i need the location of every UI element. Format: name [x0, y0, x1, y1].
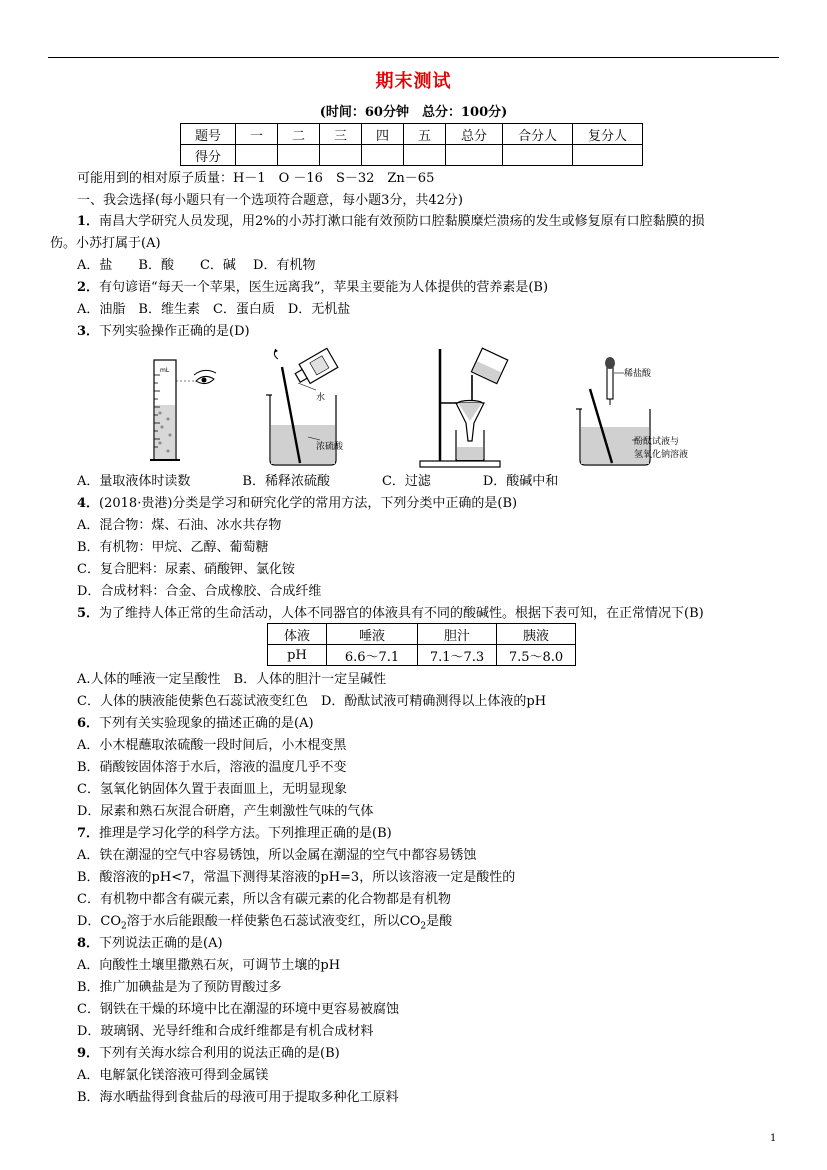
question-2	[77, 280, 548, 296]
score-header-cell: 复分人	[573, 124, 643, 145]
question-text: 下列实验操作正确的是(D)	[99, 324, 250, 339]
question-5-options-cd: C．人体的胰液能使紫色石蕊试液变红色 D．酚酞试液可精确测得以上体液的pH	[77, 694, 547, 709]
subscript: 2	[420, 921, 427, 932]
question-4-option-c: C．复合肥料：尿素、硝酸钾、氯化铵	[77, 562, 295, 577]
exam-info: (时间：60分钟 总分：100分)	[319, 105, 508, 120]
question-6-option-b: B．硝酸铵固体溶于水后，溶液的温度几乎不变	[77, 760, 347, 775]
question-number: 2．	[77, 280, 100, 295]
question-number: 1．	[77, 214, 100, 229]
filtration-figure	[410, 345, 520, 470]
question-text: 下列说法正确的是(A)	[99, 936, 223, 951]
naoh-label: 氢氧化钠溶液	[634, 450, 689, 460]
question-3-options: A．量取液体时读数 B．稀释浓硫酸 C．过滤 D．酸碱中和	[77, 474, 559, 489]
neutralization-figure	[572, 345, 722, 470]
option-text: 溶于水后能跟酸一样使紫色石蕊试液变红，所以CO	[126, 914, 421, 929]
score-table-header-row	[181, 124, 643, 145]
question-1-options: A．盐 B．酸 C．碱 D．有机物	[77, 258, 316, 273]
question-text: 为了维持人体正常的生命活动，人体不同器官的体液具有不同的酸碱性。根据下表可知，在正常情况下(B)	[99, 606, 704, 621]
ph-header-cell: 胆汁	[418, 624, 497, 645]
score-cell[interactable]	[320, 145, 362, 166]
score-header-cell: 四	[362, 124, 404, 145]
ph-cell: 6.6～7.1	[327, 645, 418, 666]
question-6-option-a: A．小木棍蘸取浓硫酸一段时间后，小木棍变黑	[77, 738, 347, 753]
question-text: 下列有关实验现象的描述正确的是(A)	[99, 716, 314, 731]
question-1	[77, 214, 705, 230]
question-2-options: A．油脂 B．维生素 C．蛋白质 D．无机盐	[77, 302, 351, 317]
score-cell[interactable]	[236, 145, 278, 166]
score-row-label: 得分	[181, 145, 236, 166]
question-text: (2018·贵港)分类是学习和研究化学的常用方法，下列分类中正确的是(B)	[99, 496, 518, 511]
score-cell[interactable]	[404, 145, 446, 166]
ph-table-row	[268, 645, 576, 666]
question-7-option-c: C．有机物中都含有碳元素，所以含有碳元素的化合物都是有机物	[77, 892, 451, 907]
question-7	[77, 826, 392, 842]
question-8-option-a: A．向酸性土壤里撒熟石灰，可调节土壤的pH	[77, 958, 341, 973]
conc-acid-label: 浓硫酸	[316, 442, 344, 452]
score-header-cell: 三	[320, 124, 362, 145]
question-text: 有句谚语“每天一个苹果，医生远离我”，苹果主要能为人体提供的营养素是(B)	[99, 280, 549, 295]
question-6-option-c: C．氢氧化钠固体久置于表面皿上，无明显现象	[77, 782, 347, 797]
score-cell[interactable]	[446, 145, 503, 166]
question-number: 7．	[77, 826, 100, 841]
question-number: 6．	[77, 716, 100, 731]
question-6	[77, 716, 314, 732]
header-rule	[48, 57, 779, 58]
score-header-cell: 合分人	[503, 124, 573, 145]
section-heading: 一、我会选择(每小题只有一个选项符合题意，每小题3分，共42分)	[77, 193, 463, 208]
subscript: 2	[121, 921, 127, 932]
question-4-option-a: A．混合物：煤、石油、冰水共存物	[77, 518, 282, 533]
question-4-option-d: D．合成材料：合金、合成橡胶、合成纤维	[77, 584, 322, 599]
ph-table	[267, 623, 576, 666]
question-5-options-ab: A.人体的唾液一定呈酸性 B．人体的胆汁一定呈碱性	[77, 672, 387, 687]
question-7-option-d	[77, 914, 452, 935]
question-4	[77, 496, 517, 512]
score-header-cell: 总分	[446, 124, 503, 145]
score-header-cell: 二	[278, 124, 320, 145]
question-text: 南昌大学研究人员发现，用2%的小苏打漱口能有效预防口腔黏膜糜烂溃疡的发生或修复原有口腔黏膜的损	[99, 214, 705, 229]
question-number: 4．	[77, 496, 100, 511]
ph-cell: 7.1～7.3	[418, 645, 497, 666]
score-table	[180, 123, 643, 166]
ph-header-cell: 体液	[268, 624, 327, 645]
score-cell[interactable]	[278, 145, 320, 166]
question-number: 9．	[77, 1046, 100, 1061]
score-header-cell: 一	[236, 124, 278, 145]
question-5	[77, 606, 704, 622]
question-6-option-d: D．尿素和熟石灰混合研磨，产生刺激性气味的气体	[77, 804, 374, 819]
option-text: 是酸	[426, 914, 453, 929]
question-8	[77, 936, 223, 952]
ml-label: mL	[160, 367, 170, 374]
question-number: 5．	[77, 606, 100, 621]
question-9-option-b: B．海水晒盐得到食盐后的母液可用于提取多种化工原料	[77, 1090, 399, 1105]
page-number: 1	[770, 1133, 777, 1144]
ph-table-header-row	[268, 624, 576, 645]
dilute-hcl-label: 稀盐酸	[624, 369, 652, 379]
phenolphthalein-label: 酚酞试液与	[634, 437, 680, 447]
question-text: 下列有关海水综合利用的说法正确的是(B)	[99, 1046, 340, 1061]
question-8-option-b: B．推广加碘盐是为了预防胃酸过多	[77, 980, 282, 995]
score-header-cell: 五	[404, 124, 446, 145]
dilute-acid-figure	[258, 345, 358, 470]
question-4-option-b: B．有机物：甲烷、乙醇、葡萄糖	[77, 540, 269, 555]
ph-header-cell: 胰液	[497, 624, 576, 645]
option-text: D．CO	[77, 914, 122, 929]
score-cell[interactable]	[362, 145, 404, 166]
score-table-row	[181, 145, 643, 166]
ph-cell: 7.5～8.0	[497, 645, 576, 666]
question-3	[77, 324, 250, 340]
question-7-option-b: B．酸溶液的pH<7，常温下测得某溶液的pH=3，所以该溶液一定是酸性的	[77, 870, 516, 885]
score-cell[interactable]	[573, 145, 643, 166]
ph-cell: pH	[268, 645, 327, 666]
question-7-option-a: A．铁在潮湿的空气中容易锈蚀，所以金属在潮湿的空气中都容易锈蚀	[77, 848, 477, 863]
question-text: 推理是学习化学的科学方法。下列推理正确的是(B)	[99, 826, 392, 841]
question-8-option-d: D．玻璃钢、光导纤维和合成纤维都是有机合成材料	[77, 1024, 374, 1039]
question-9-option-a: A．电解氯化镁溶液可得到金属镁	[77, 1068, 269, 1083]
page-title: 期末测试	[375, 71, 452, 92]
question-number: 3．	[77, 324, 100, 339]
question-9	[77, 1046, 340, 1062]
score-cell[interactable]	[503, 145, 573, 166]
question-1-cont: 伤。小苏打属于(A)	[50, 236, 161, 251]
question-number: 8．	[77, 936, 100, 951]
ph-header-cell: 唾液	[327, 624, 418, 645]
atomic-mass-line: 可能用到的相对原子质量：H－1 O －16 S－32 Zn－65	[77, 171, 435, 186]
question-8-option-c: C．钢铁在干燥的环境中比在潮湿的环境中更容易被腐蚀	[77, 1002, 399, 1017]
score-header-cell: 题号	[181, 124, 236, 145]
water-label: 水	[316, 393, 326, 403]
graduated-cylinder-figure	[140, 345, 230, 470]
